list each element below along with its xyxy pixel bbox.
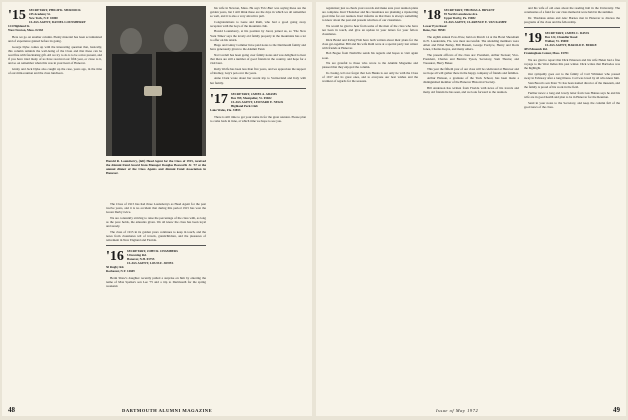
column-paragraph: Stan Bacon's son Peter '51 has been named director of the museum, and the family is proud of his work in the field. [524,81,620,90]
agent-line: CLASS AGENT, DANIEL LOUNSBERRY [28,20,86,24]
address-line: Upper Darby, Pa. 19082 [443,16,476,20]
class-year: '19 [524,30,542,46]
column-paragraph: and his wife of old ones about the reading hall in the University. The ceremonies of a fund for our class memorial were held in the summer. [524,6,620,15]
column-paragraph: his wife in Newton, Mass. He says 'Eric-Bus' was saying these are the golden years, but I still think these are the days in which we all remember so well, and it is also a very attractive pull. [210,6,306,19]
secretary-line: SECRETARY, JAMES C. DAVIS [544,30,590,35]
address-line: West Newton, Mass. 02165 [8,28,44,32]
agent-line: CLASS AGENT, CLARENCE E. VAN KAMPF [443,20,507,24]
column-paragraph: This year the fiftieth year of our class will be celebrated at Hanover and we hope all will gather there in the happy company of friends and families. [423,66,519,75]
address-line: Reno, Nev. 89501 [423,28,446,32]
column-paragraph: The present officers of the class are: President, Arthur Stetson; Vice-President, Charles and Bernice Tyson, Secretary, Sam Thorne; and Treasurer, Harry Baker. [423,52,519,66]
secretary-line: SECRETARY, THOMAS A. BRYANT [443,8,495,12]
secretary-line: SECRETARY, JOHN R. CHAMBERS [126,248,178,253]
column-paragraph: The eighth annual Pow-Wow, held on March 14 at the Hotel Shoreham in Ft. Lauderdale, Fla. was most successful. The attending members were Allen and Ethel Bailey, Bill Bassett, George Fordyce, Henry and Doris Jones, Charles Keyes, and many others. [423,35,519,52]
right-column-1 [322,6,418,402]
column-paragraph: Harold Lounsberry, at his position by Jared, joined us, so 'The New York Times' says the lovely old family property in the mountains has a lot to offer on his return. [210,29,306,42]
column-paragraph: Herm Shaw's daughter recently pulled a surprise on him by entering the name of Max Spelke's son Lee '75 and a trip to Dartmouth for the spring weekend. [106,275,206,289]
page-footer: DARTMOUTH ALUMNI MAGAZINE [122,408,213,413]
class-year: '17 [210,91,228,107]
left-column-3 [210,6,306,402]
column-paragraph: Here we go on another column. Plenty material has been accumulated and of experience gained before its going. [8,35,102,44]
address-line: 124 Highland St. [8,24,31,28]
class-year: '18 [423,8,441,23]
address-line: Rochester, N.Y. 14609 [106,268,135,273]
right-column-2 [423,6,519,402]
column-paragraph: Ginny and Jack Dyke also caught up the case, years ago, in the time of our mini-reunion and the class luncheon. [8,66,102,75]
address-line: 245 Academy St. [28,12,51,16]
address-line: Lake Wales, Fla. 33853 [210,107,241,112]
column-paragraph: Hugo and Ginny Commer have paid notes to the Dartmouth family and have generously given to the Alumni Fund. [210,43,306,52]
column-paragraph: Dr. Thaddeus Ames and Alec Barnes met in Hanover to discuss the programs of the class and the fellowship. [524,15,620,24]
column-paragraph: regulation; just re-check your records and make sure your reunion plans are complete. Kurt Thalacker and his classmates are planning a ripsnorting good time for our reunion. Kurt informs us that there is always something to know about the past and present relatives of our classmates. [322,6,418,23]
column-paragraph: We would be glad to hear from some of the men of the class who have not been in touch, and give an update in your letters for your fellow classmates. [322,23,418,37]
class-heading-17 [210,92,306,112]
address-line: Hanover, N.H. 03755 [126,256,155,261]
column-paragraph: Dick Brand and Irving Fish have both written about their plans for the class get-together. Bill and his wife Ruth were at a special party last winter with friends at Hanover. [322,37,418,50]
secretary-line: SECRETARY, JAMES A. ADAMS [230,91,277,96]
column-paragraph: Ruby Wolfe has been less than five years, and we appreciate the support of Rodney, Guy's pen over the years. [210,66,306,75]
page-footer: Issue of May 1972 [436,408,479,413]
column-paragraph: Our sympathy goes out to the family of Carl Whitaker who passed away in February after a long illness. Carl was loved by all who knew him. [524,71,620,80]
address-line: 50 Rugby Rd. [106,264,125,269]
agent-line: CLASS AGENT, HAROLD E. BURKE [544,42,597,47]
right-magazine-page [316,2,626,416]
secretary-line: SECRETARY, PHILIP K. MURDOCK [28,8,81,12]
address-line: Framingham Center, Mass. 01701 [524,50,569,55]
column-paragraph: Anne Clark wrote about her recent trip to Switzerland and Italy with her family. [210,76,306,85]
address-line: Box 122, Chandler Road [544,34,578,39]
address-line: Highland Park Club [230,103,258,108]
column-paragraph: Nat Cordell has been going over family notes and was delighted to hear that there are still a number of good friends in the country, and hope for a visit later. [210,52,306,66]
agent-line: CLASS AGENT, LOUIS F. JONES [126,260,174,265]
page-number: 49 [613,406,620,414]
column-paragraph: In closing, let's not forget that Len Hanks is our only tie with the Class of 1917 and its great ones, and to everyone our best wishes and the warmest of regards for the seasons. [322,70,418,83]
class-year: '16 [106,248,124,264]
right-column-3 [524,6,620,402]
award-photo [106,6,206,156]
left-magazine-page [2,2,312,416]
class-heading-18 [423,8,519,32]
class-heading-16 [106,249,206,273]
address-line: Box 399, Montpelier, Vt. 05602 [230,95,272,100]
column-paragraph: The Class of 1915 has had three Lounsberrys as Head Agent for the past twelve years, and it is no accident that during this period 1915 has won the Green Derby twice. [106,202,206,215]
column-paragraph: We are glad to report that Dick Emerson and his wife Helen had a fine voyage to the West Indies this past winter. Dick writes that Barbados was the highlight. [524,57,620,71]
class-heading-15 [8,8,102,32]
column-paragraph: Send in your notes to the Secretary, and keep the column full of the good news of the class. [524,100,620,109]
agent-line: CLASS AGENT, LEONARD E. NEGIS [230,99,284,104]
photo-caption: Harold R. Lounsberry, (left) Head Agent for the Class of 1915, received the Alumni Fund Award from Manager Douglas Bosworth Jr. '37 at the annual dinner of the Class Agents and Alumni Fund Association in Hanover. [106,159,206,176]
column-paragraph: Bob Bogue from Nashville sends his regards and hopes to visit again soon. [322,51,418,60]
address-line: 485 Edmonds Rd. [524,46,548,51]
address-line: 5 Downing Rd. [126,252,147,257]
address-line: 95 North Lansdowne Ave. [443,12,478,16]
left-column-2 [106,202,206,402]
column-paragraph: We are constantly striving to raise the percentage of the class with, as long as the pace holds, the amounts given. We all know the class has been loyal and steady. [106,215,206,228]
address-line: Walker, Vt. 05000 [544,38,569,43]
column-paragraph: Further news: a long and lovely letter from Gus Haines says he and his wife are in good health and plan to be in Hanover for the Reunion. [524,91,620,100]
page-number: 48 [8,406,15,414]
column-paragraph: Congratulations to Gene and Ruth, who had a good going away reception with the boys of the mountain club. [210,19,306,28]
class-year: '15 [8,8,26,23]
address-line: Lower Eyre Road [423,24,447,28]
column-paragraph: Arthur Hanson, a graduate of the Tuck School, has been made a distinguished member of the Hanover Historical Society. [423,76,519,85]
address-line: New York, N.Y. 10000 [28,16,58,20]
left-column-1 [8,6,102,402]
column-paragraph: George Dyke comes up with the interesting question that, basically, this column reminds the well-being of the Class and that these can be read fine with fascinating gift. All we try to do is to be a nice present, and if you have tried many of us have received our fifth year, or close to it, and so on remember when this was in your heart of Hanover. [8,44,102,66]
column-paragraph: Bill Anderson has written from Florida with news of his travels and many old friends he has seen, and we look forward to the reunion. [423,86,519,95]
class-heading-19 [524,31,620,55]
column-paragraph: There is still time to get your name in for the great reunion. Please plan to come back in June, at which time we hope to see you. [210,114,306,123]
column-paragraph: The class of 1915 in its golden years continues to keep in touch, and the notes from classmates tell of travels, grandchildren, and the pleasures of retirement in New England and Florida. [106,229,206,242]
column-paragraph: We are grateful to those who wrote to the Alumni Magazine and pleased that they enjoyed the column. [322,61,418,70]
